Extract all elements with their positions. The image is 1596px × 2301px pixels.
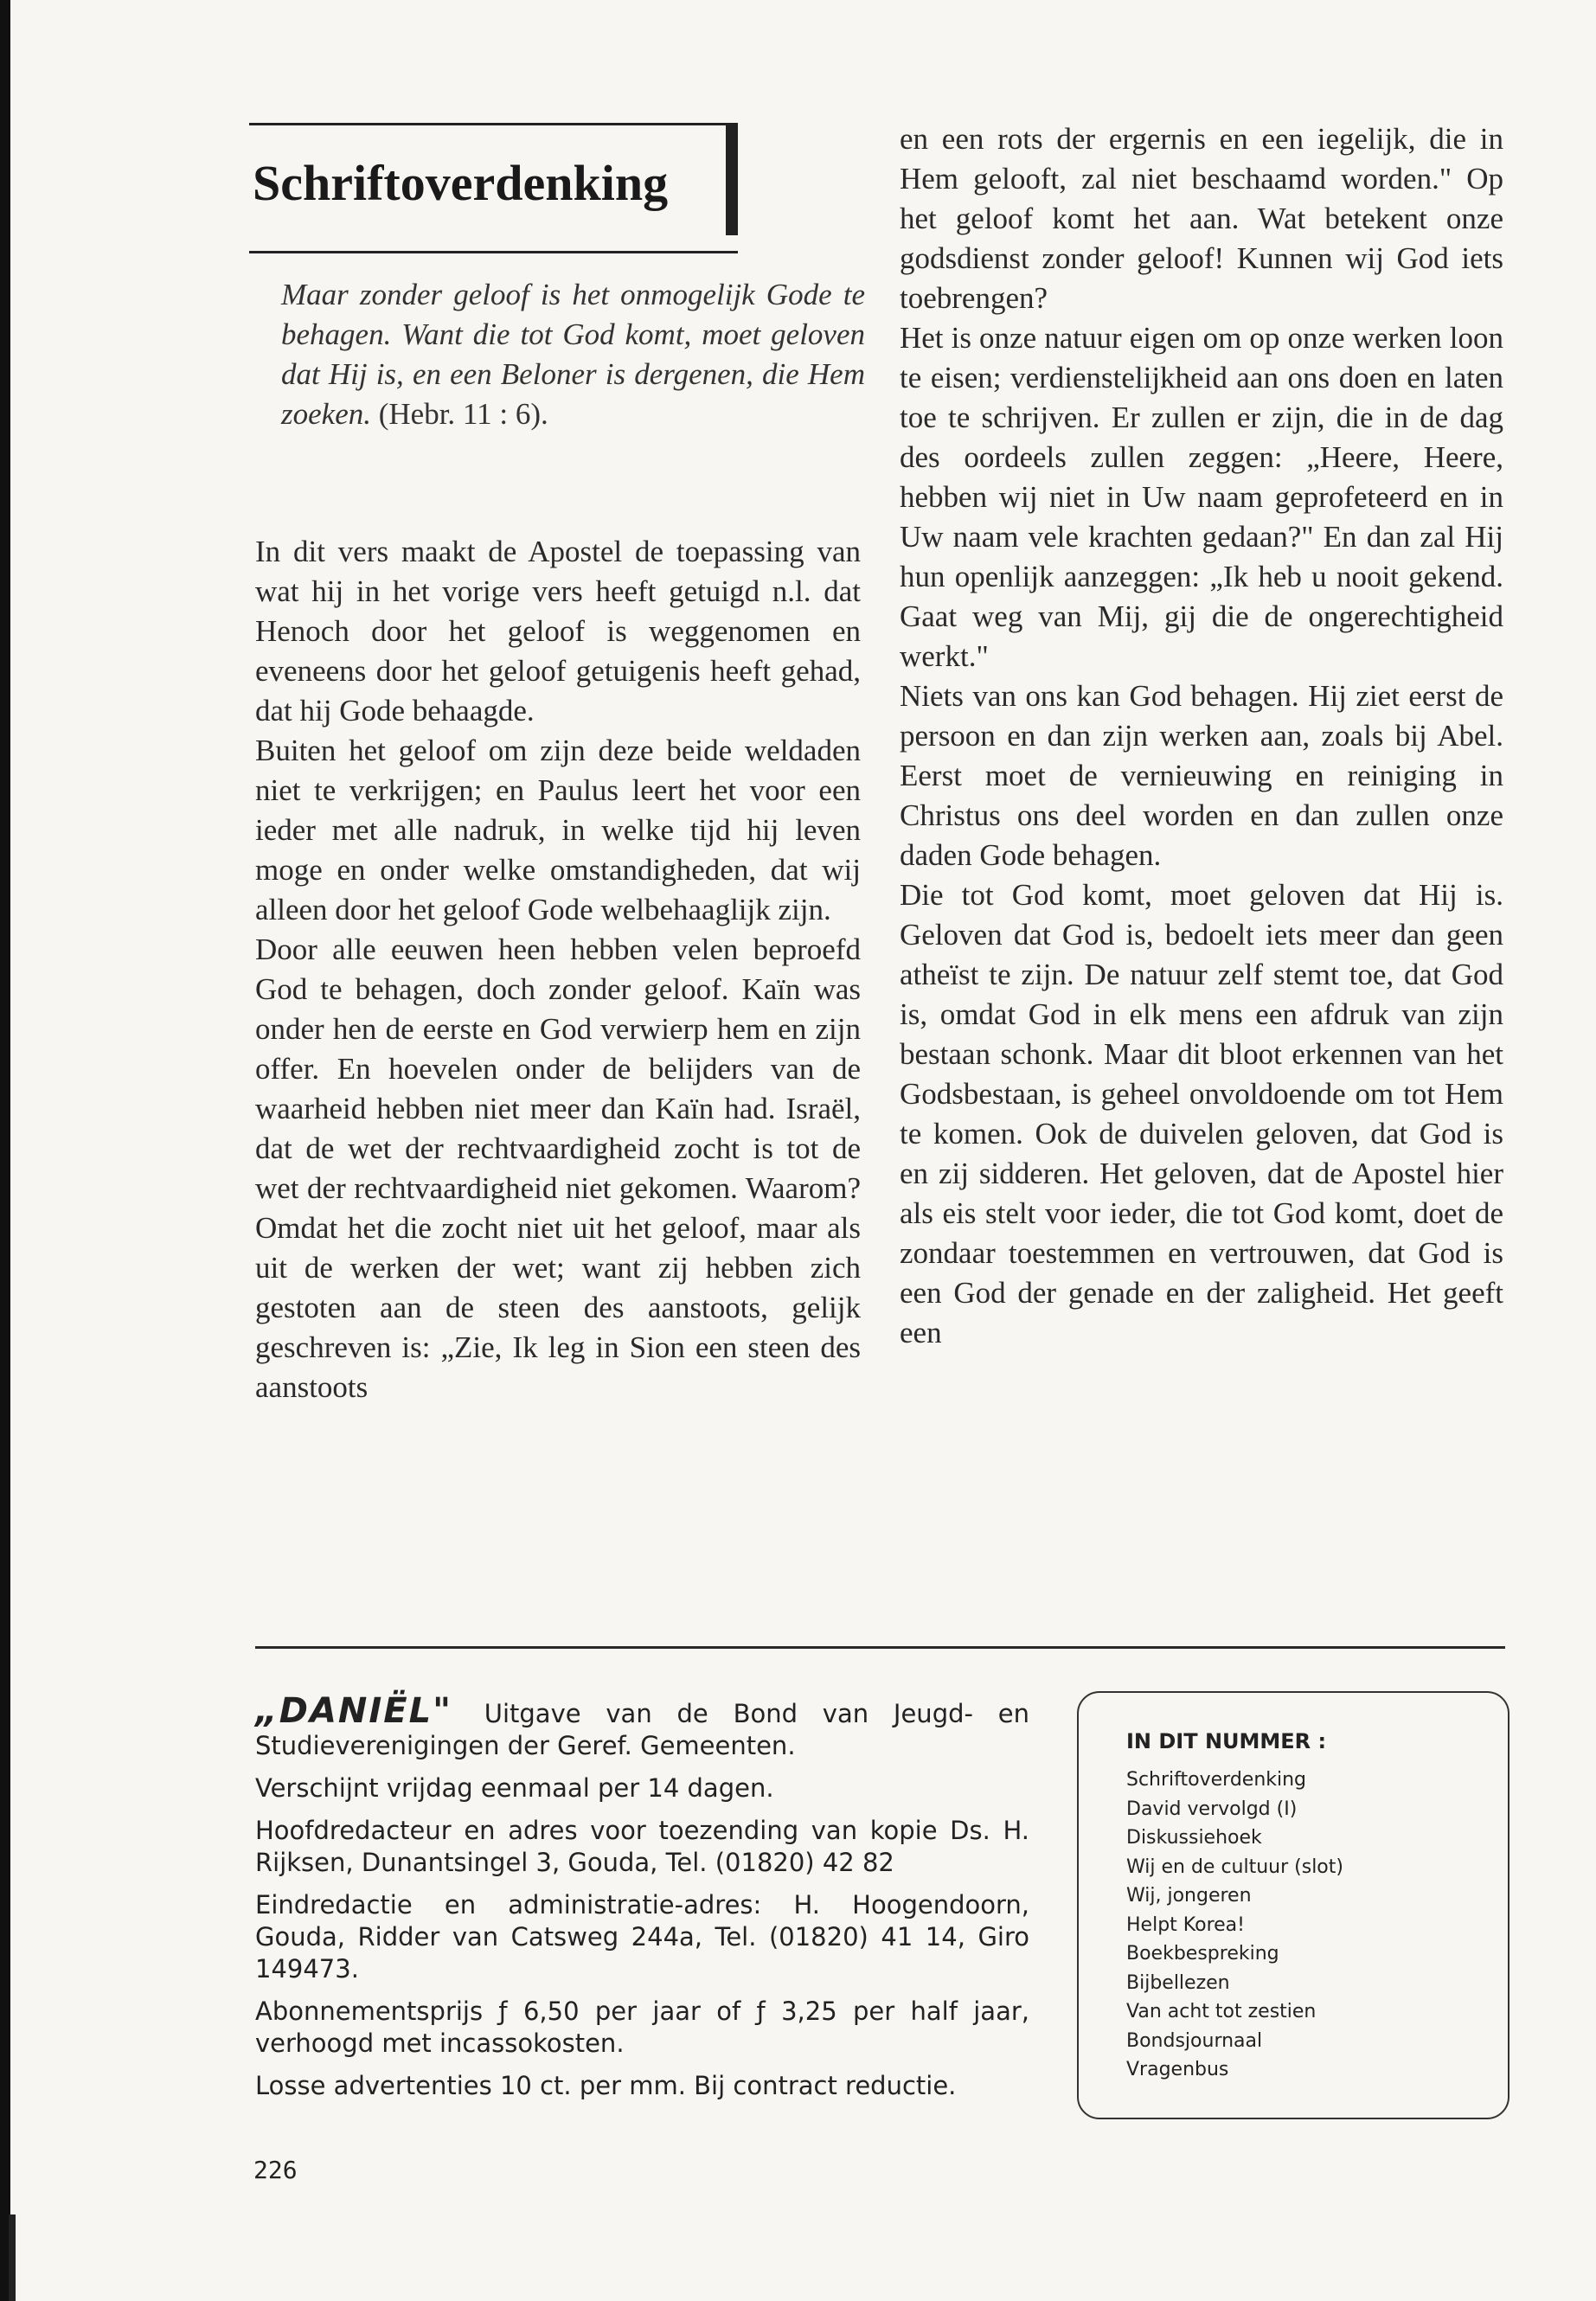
table-of-contents-box (1077, 1691, 1509, 2119)
contents-item: Van acht tot zestien (1126, 2001, 1317, 2022)
paragraph: en een rots der ergernis en een iegelijk, die in Hem gelooft, zal niet beschaamd worden." Op het geloof komt het aan. Wat betekent onze godsdienst zonder geloof! Kunnen wij God iets toebrengen? (900, 122, 1503, 315)
administration-address: Eindredactie en administratie-adres: H. Hoogendoorn, Gouda, Ridder van Catsweg 244a, Tel. (01820) 41 14, Giro 149473. (255, 1890, 1029, 1984)
section-divider (255, 1646, 1505, 1649)
article-column-left (255, 532, 861, 1407)
publisher-text: Uitgave van de Bond van Jeugd- en Studieverenigingen der Geref. Gemeenten. (255, 1699, 1029, 1760)
contents-item: Schriftoverdenking (1126, 1769, 1307, 1791)
contents-item: Vragenbus (1126, 2059, 1229, 2080)
paragraph: Niets van ons kan God behagen. Hij ziet eerst de persoon en dan zijn werken aan, zoals bij Abel. Eerst moet de vernieuwing en reiniging in Christus ons deel worden en dan zullen onze daden Gode behagen. (900, 679, 1503, 872)
subscription-price: Abonnementsprijs ƒ 6,50 per jaar of ƒ 3,25 per half jaar, verhoogd met incassokosten. (255, 1997, 1029, 2058)
paragraph: Die tot God komt, moet geloven dat Hij is. Geloven dat God is, bedoelt iets meer dan geen atheïst te zijn. De natuur zelf stemt toe, dat God is, omdat God in elk mens een afdruk van zijn bestaan schonk. Maar dit bloot erkennen van het Godsbestaan, is geheel onvoldoende om tot Hem te komen. Ook de duivelen geloven, dat God is en zij sidderen. Het geloven, dat de Apostel hier als eis stelt voor ieder, die tot God komt, doet de zondaar toestemmen en vertrouwen, dat God is een God der genade en der zaligheid. Het geeft een (900, 878, 1503, 1349)
article-column-right (900, 119, 1503, 1353)
editor-address: Hoofdredacteur en adres voor toezending van kopie Ds. H. Rijksen, Dunantsingel 3, Gouda, Tel. (01820) 42 82 (255, 1816, 1029, 1877)
contents-item: Wij, jongeren (1126, 1885, 1252, 1907)
contents-item: Diskussiehoek (1126, 1827, 1262, 1849)
motto-text: Maar zonder geloof is het onmogelijk Gode te behagen. Want die tot God komt, moet geloven dat Hij is, en een Beloner is dergenen, die Hem zoeken. (281, 278, 865, 431)
contents-item: Boekbespreking (1126, 1943, 1279, 1965)
paragraph: Het is onze natuur eigen om op onze werken loon te eisen; verdienstelijkheid aan ons doen en laten toe te schrijven. Er zullen er zijn, die in de dag des oordeels zullen zeggen: „Heere, Heere, hebben wij niet in Uw naam geprofeteerd en in Uw naam vele krachten gedaan?" En dan zal Hij hun openlijk aanzeggen: „Ik heb u nooit gekend. Gaat weg van Mij, gij die de ongerechtigheid werkt." (900, 321, 1503, 673)
paragraph: In dit vers maakt de Apostel de toepassing van wat hij in het vorige vers heeft getuigd n.l. dat Henoch door het geloof is weggenomen en eveneens door het geloof getuigenis heeft gehad, dat hij Gode behaagde. (255, 535, 861, 727)
page-binding-shadow (9, 2214, 16, 2301)
title-side-bar (726, 123, 738, 235)
publication-masthead (255, 1691, 1029, 2112)
frequency-text: Verschijnt vrijdag eenmaal per 14 dagen. (255, 1773, 774, 1803)
contents-item: David vervolgd (I) (1126, 1798, 1298, 1820)
title-bottom-rule (249, 251, 738, 253)
title-top-rule (249, 123, 738, 125)
article-title: Schriftoverdenking (253, 155, 669, 211)
page-binding-edge (0, 0, 10, 2301)
paragraph: Buiten het geloof om zijn deze beide weldaden niet te verkrijgen; en Paulus leert het voor een ieder met alle nadruk, in welke tijd hij leven moge en onder welke omstandigheden, dat wij alleen door het geloof Gode welbehaaglijk zijn. (255, 734, 861, 926)
motto-reference: (Hebr. 11 : 6). (378, 397, 548, 431)
contents-item: Bijbellezen (1126, 1971, 1230, 1994)
article-title-block (249, 123, 738, 253)
contents-item: Helpt Korea! (1126, 1913, 1245, 1936)
scripture-motto (281, 275, 865, 434)
publication-name: „DANIËL" (255, 1691, 452, 1731)
contents-heading: IN DIT NUMMER : (1126, 1729, 1327, 1753)
contents-item: Bondsjournaal (1126, 2029, 1263, 2052)
page-number: 226 (253, 2156, 298, 2184)
contents-item: Wij en de cultuur (slot) (1126, 1856, 1343, 1878)
paragraph: Door alle eeuwen heen hebben velen beproefd God te behagen, doch zonder geloof. Kaïn was onder hen de eerste en God verwierp hem en zijn offer. En hoevelen onder de belijders van de waarheid hebben niet meer dan Kaïn had. Israël, dat de wet der rechtvaardigheid zocht is tot de wet der rechtvaardigheid niet gekomen. Waarom? Omdat het die zocht niet uit het geloof, maar als uit de werken der wet; want zij hebben zich gestoten aan de steen des aanstoots, gelijk geschreven is: „Zie, Ik leg in Sion een steen des aanstoots (255, 933, 861, 1404)
masthead-intro (255, 1691, 1029, 1762)
advertising-rates: Losse advertenties 10 ct. per mm. Bij contract reductie. (255, 2071, 957, 2100)
